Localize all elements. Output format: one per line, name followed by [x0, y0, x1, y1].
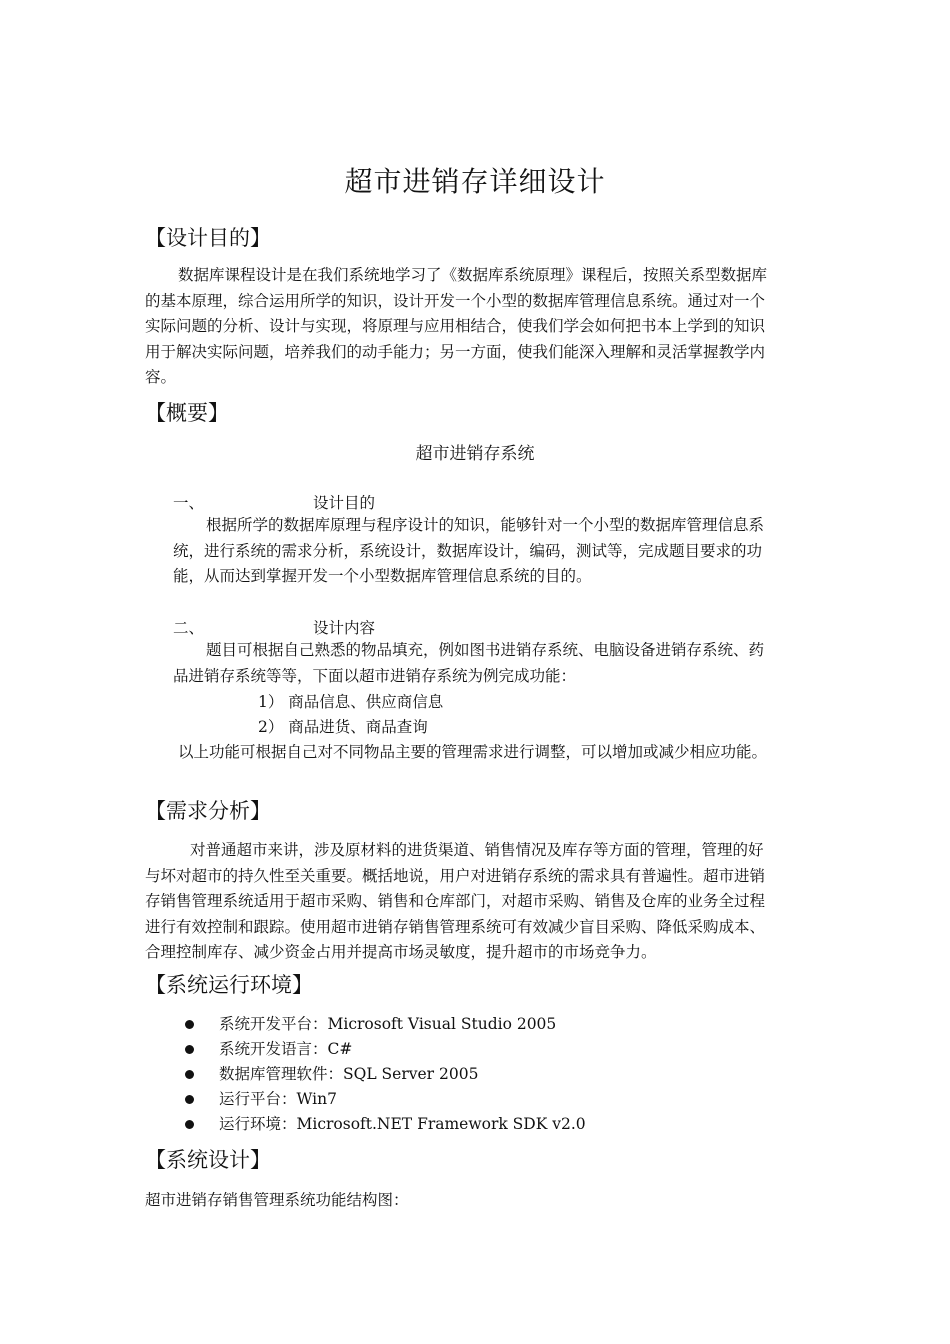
section-heading-environment: 【系统运行环境】 [145, 973, 313, 997]
section-heading-design: 【系统设计】 [145, 1148, 271, 1172]
paragraph-line: 实际问题的分析、设计与实现，将原理与应用相结合，使我们学会如何把书本上学到的知识 [145, 317, 766, 335]
list-item [185, 1012, 586, 1037]
paragraph-line: 统，进行系统的需求分析，系统设计，数据库设计，编码，测试等，完成题目要求的功 [173, 541, 763, 560]
requirements-paragraph [145, 838, 810, 966]
list-item-text: 系统开发语言：C# [219, 1040, 353, 1058]
function-item: 1） 商品信息、供应商信息 [258, 693, 444, 711]
paragraph-line: 的基本原理，综合运用所学的知识，设计开发一个小型的数据库管理信息系统。通过对一个 [145, 291, 766, 310]
paragraph-line: 用于解决实际问题，培养我们的动手能力；另一方面，使我们能深入理解和灵活掌握教学内 [145, 342, 766, 361]
part1-number: 一、 [173, 494, 205, 512]
part2-number: 二、 [173, 619, 205, 637]
list-item-text: 系统开发平台：Microsoft Visual Studio 2005 [219, 1015, 557, 1033]
bullet-icon [185, 1120, 194, 1129]
paragraph-line: 进行有效控制和跟踪。使用超市进销存销售管理系统可有效减少盲目采购、降低采购成本、 [145, 917, 766, 936]
document-title: 超市进销存详细设计 [344, 165, 606, 198]
paragraph-line: 与坏对超市的持久性至关重要。概括地说，用户对进销存系统的需求具有普遍性。超市进销 [145, 866, 766, 885]
list-item-text: 数据库管理软件：SQL Server 2005 [219, 1065, 479, 1083]
environment-list [185, 1012, 586, 1137]
paragraph-line: 对普通超市来讲，涉及原材料的进货渠道、销售情况及库存等方面的管理，管理的好 [190, 841, 764, 859]
bullet-icon [185, 1045, 194, 1054]
list-item [185, 1087, 586, 1112]
paragraph-line: 品进销存系统等等，下面以超市进销存系统为例完成功能： [173, 666, 577, 685]
paragraph-line: 容。 [145, 368, 177, 386]
list-item [185, 1062, 586, 1087]
paragraph-line: 数据库课程设计是在我们系统地学习了《数据库系统原理》课程后，按照关系型数据库 [178, 266, 768, 284]
paragraph-line: 能，从而达到掌握开发一个小型数据库管理信息系统的目的。 [173, 567, 592, 585]
function-item: 2） 商品进货、商品查询 [258, 718, 428, 736]
part2-paragraph [173, 638, 810, 689]
purpose-paragraph [145, 263, 810, 391]
bullet-icon [185, 1095, 194, 1104]
part1-title: 设计目的 [313, 494, 376, 512]
overview-subtitle: 超市进销存系统 [415, 444, 535, 464]
list-item-text: 运行平台：Win7 [219, 1090, 337, 1108]
bullet-icon [185, 1070, 194, 1079]
design-caption: 超市进销存销售管理系统功能结构图： [145, 1191, 409, 1209]
section-heading-purpose: 【设计目的】 [145, 226, 271, 250]
paragraph-line: 根据所学的数据库原理与程序设计的知识，能够针对一个小型的数据库管理信息系 [206, 516, 765, 534]
list-item [185, 1112, 586, 1137]
part2-title: 设计内容 [313, 619, 376, 637]
paragraph-line: 合理控制库存、减少资金占用并提高市场灵敏度，提升超市的市场竞争力。 [145, 943, 657, 961]
part1-paragraph [173, 513, 810, 590]
paragraph-line: 题目可根据自己熟悉的物品填充，例如图书进销存系统、电脑设备进销存系统、药 [206, 641, 765, 659]
list-item-text: 运行环境：Microsoft.NET Framework SDK v2.0 [219, 1115, 586, 1133]
bullet-icon [185, 1020, 194, 1029]
paragraph-line: 存销售管理系统适用于超市采购、销售和仓库部门，对超市采购、销售及仓库的业务全过程 [145, 892, 766, 910]
section-heading-overview: 【概要】 [145, 401, 229, 425]
list-item [185, 1037, 586, 1062]
section-heading-requirements: 【需求分析】 [145, 799, 271, 823]
function-note: 以上功能可根据自己对不同物品主要的管理需求进行调整，可以增加或减少相应功能。 [178, 743, 768, 761]
